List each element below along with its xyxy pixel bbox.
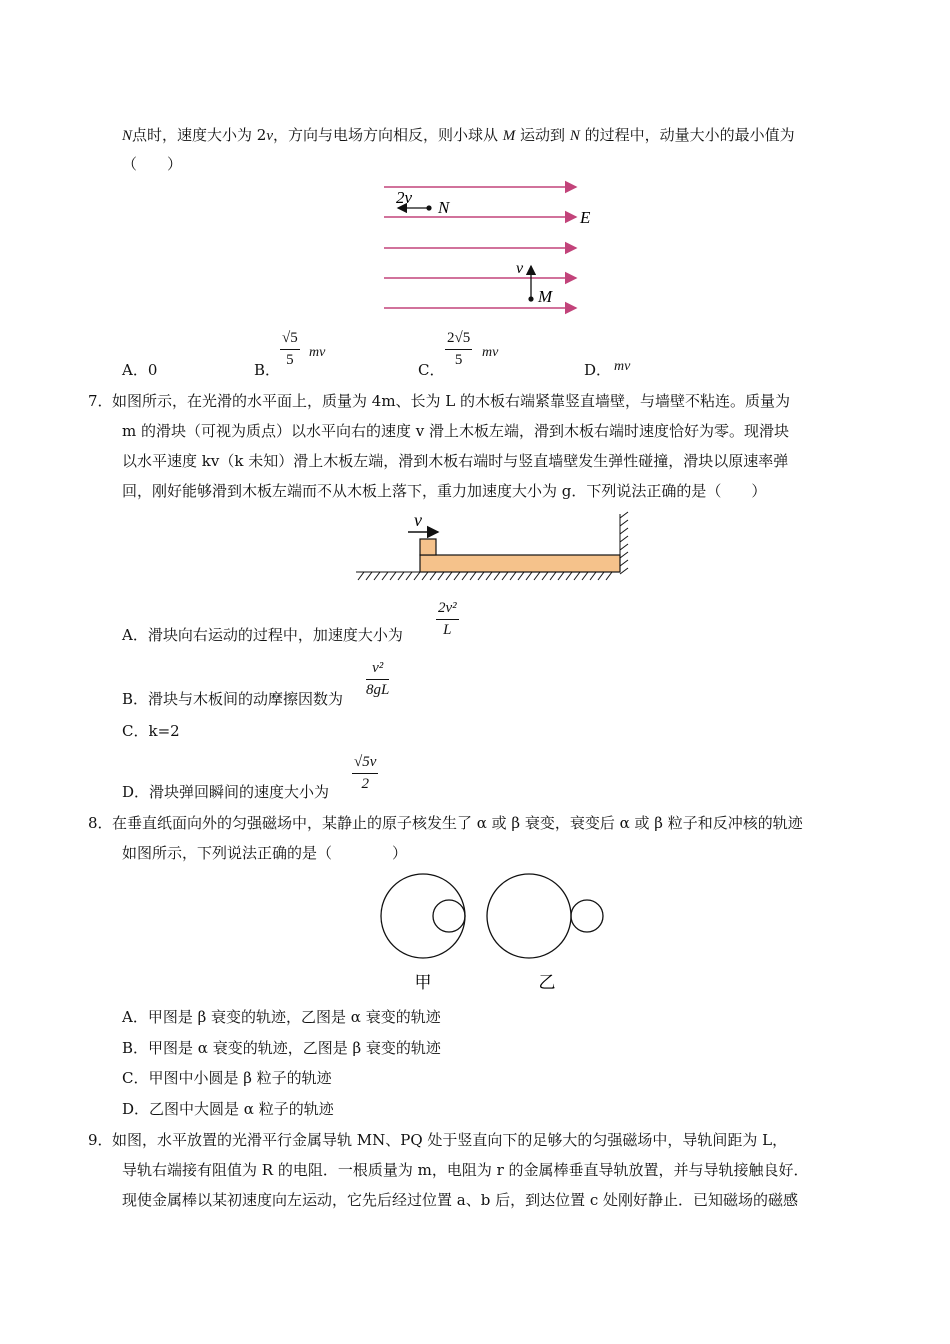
q6-option-A[interactable]: A．0 — [122, 361, 158, 379]
label-jia: 甲 — [414, 973, 432, 993]
q6-option-B-fraction: $\frac{√5}{5}$ — [282, 330, 298, 368]
q6-option-C-fraction: $\frac{2√5}{5}$ — [447, 330, 471, 368]
left-big-circle — [381, 874, 465, 958]
q6-electric-field-figure — [380, 178, 610, 318]
q7-option-B-fraction: $\frac{\text{v²}}{8gL}$ — [366, 660, 390, 698]
q7-board-figure — [352, 510, 642, 585]
label-v: v — [414, 510, 422, 530]
q7-option-B[interactable]: B．滑块与木板间的动摩擦因数为 — [122, 690, 344, 708]
label-v: v — [516, 260, 524, 277]
q9-stem-line3: 现使金属棒以某初速度向左运动，它先后经过位置 a、b 后，到达位置 c 处刚好静止．已知磁场的磁感 — [122, 1191, 799, 1209]
q7-stem-line2: m 的滑块（可视为质点）以水平向右的速度 v 滑上木板左端，滑到木板右端时速度恰好为零。现滑块 — [122, 422, 790, 440]
q6-option-B-letter[interactable]: B． — [254, 361, 281, 379]
q8-option-B[interactable]: B．甲图是 α 衰变的轨迹，乙图是 β 衰变的轨迹 — [122, 1039, 441, 1057]
q9-stem-line1: 如图，水平放置的光滑平行金属导轨 MN、PQ 处于竖直向下的足够大的匀强磁场中，导轨间距为 L， — [112, 1131, 788, 1149]
label-M: M — [538, 287, 553, 306]
q7-option-D[interactable]: D．滑块弹回瞬间的速度大小为 — [122, 783, 330, 801]
label-yi: 乙 — [538, 973, 556, 993]
label-N: N — [438, 198, 450, 217]
q9-stem-line2: 导轨右端接有阻值为 R 的电阻．一根质量为 m，电阻为 r 的金属棒垂直导轨放置，并与导轨接触良好． — [122, 1161, 809, 1179]
q7-option-A-fraction: $\frac{\text{2v²}}{L}$ — [438, 600, 457, 638]
ground-hatching — [356, 572, 620, 580]
wall-hatching — [620, 512, 628, 574]
q6-option-B-tail: mv — [309, 345, 326, 360]
q8-number: 8． — [88, 814, 113, 832]
q8-stem-line1: 在垂直纸面向外的匀强磁场中，某静止的原子核发生了 α 或 β 衰变，衰变后 α 或 β 粒子和反冲核的轨迹 — [112, 814, 803, 832]
board — [420, 555, 620, 572]
slider-block — [420, 539, 436, 555]
right-small-circle — [571, 900, 603, 932]
q7-number: 7． — [88, 392, 113, 410]
q6-option-D-value: mv — [614, 359, 631, 374]
q6-option-D-letter[interactable]: D． — [584, 361, 612, 379]
q7-stem-line4: 回，刚好能够滑到木板左端而不从木板上落下，重力加速度大小为 g．下列说法正确的是（ ） — [122, 482, 767, 500]
q8-option-C[interactable]: C．甲图中小圆是 β 粒子的轨迹 — [122, 1069, 332, 1087]
left-small-circle — [433, 900, 465, 932]
label-E: E — [580, 208, 591, 227]
q8-option-D[interactable]: D．乙图中大圆是 α 粒子的轨迹 — [122, 1100, 334, 1118]
q7-option-A[interactable]: A．滑块向右运动的过程中，加速度大小为 — [122, 626, 403, 644]
q9-number: 9． — [88, 1131, 113, 1149]
q7-option-C[interactable]: C．k=2 — [122, 722, 180, 740]
q6-answer-paren: （ ） — [122, 155, 183, 173]
q7-stem-line1: 如图所示，在光滑的水平面上，质量为 4m、长为 L 的木板右端紧靠竖直墙壁，与墙壁不粘连。质量为 — [112, 392, 791, 410]
q6-stem-line1: N点时，速度大小为 2v，方向与电场方向相反，则小球从 M 运动到 N 的过程中，动量大小的最小值为 — [122, 126, 795, 144]
q8-stem-line2: 如图所示，下列说法正确的是（ ） — [122, 844, 408, 862]
q6-option-C-tail: mv — [482, 345, 499, 360]
q8-option-A[interactable]: A．甲图是 β 衰变的轨迹，乙图是 α 衰变的轨迹 — [122, 1008, 441, 1026]
q6-option-C-letter[interactable]: C． — [418, 361, 445, 379]
q8-track-figure — [375, 872, 615, 997]
q7-stem-line3: 以水平速度 kv（k 未知）滑上木板左端，滑到木板右端时与竖直墙壁发生弹性碰撞，滑块以原速率弹 — [122, 452, 789, 470]
label-2v: 2v — [396, 188, 413, 207]
right-big-circle — [487, 874, 571, 958]
q7-option-D-fraction: $\frac{√5v}{2}$ — [354, 754, 377, 792]
